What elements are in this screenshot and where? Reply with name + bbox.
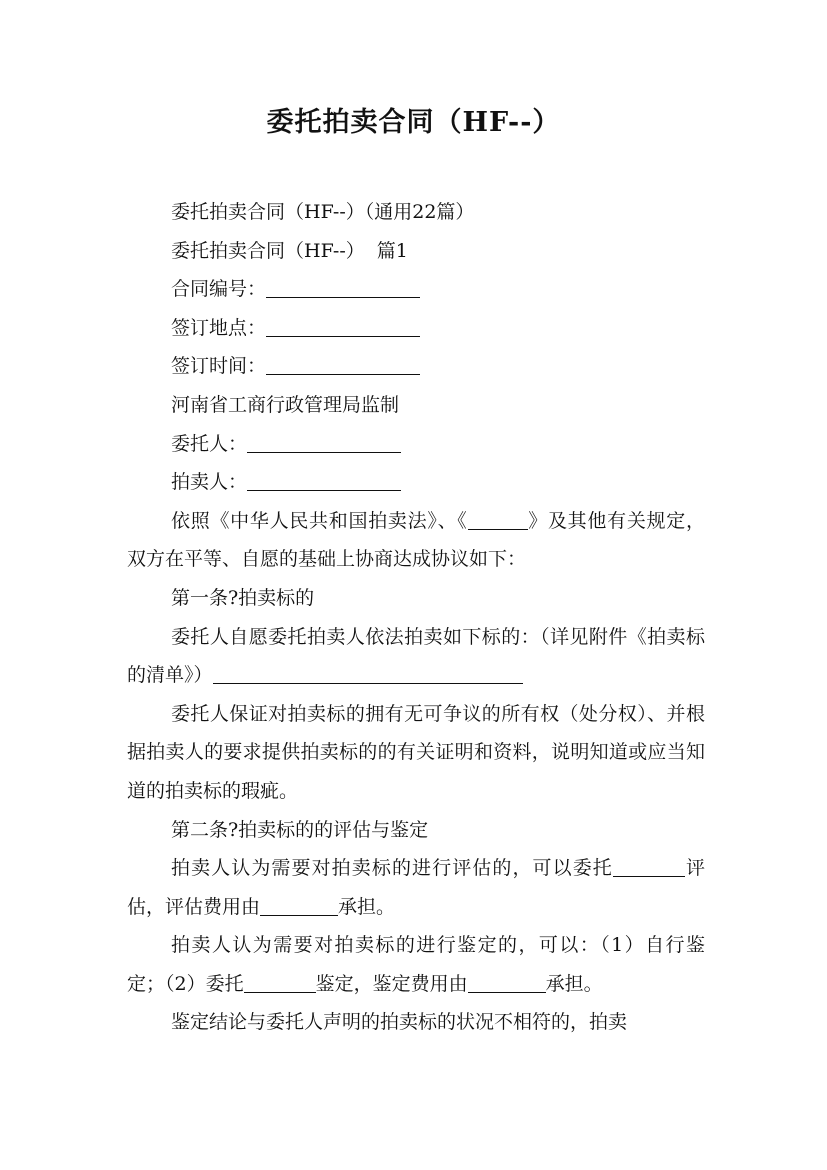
art2-p2-text-a: 拍卖人认为需要对拍卖标的进行鉴定的，可以：（1）自行鉴定；（2）委托 [127, 934, 705, 995]
identification-fee-payer-field[interactable] [468, 972, 546, 993]
principal-field[interactable] [247, 432, 401, 453]
article-1-paragraph-2: 委托人保证对拍卖标的拥有无可争议的所有权（处分权）、并根据拍卖人的要求提供拍卖标的的有关证明和资料，说明知道或应当知道的拍卖标的瑕疵。 [127, 702, 705, 802]
document-body [127, 193, 705, 1042]
art2-p2-text-c: 承担。 [545, 972, 603, 995]
auction-item-field[interactable] [213, 663, 523, 684]
basis-text-1: 依照《中华人民共和国拍卖法》、《 [171, 509, 468, 532]
sign-place-label: 签订地点： [171, 316, 267, 339]
sign-time-field[interactable] [266, 354, 420, 375]
art2-p1-text-b: 评估，评估费用由 [127, 857, 705, 918]
article-2-title: 第二条?拍卖标的的评估与鉴定 [171, 818, 429, 841]
contract-number-line [127, 270, 705, 309]
part-title: 委托拍卖合同（HF--） [171, 239, 365, 262]
principal-line [127, 425, 705, 464]
heading-line: 委托拍卖合同（HF--）（通用22篇） [171, 201, 475, 223]
identifier-field[interactable] [244, 972, 316, 993]
auctioneer-field[interactable] [247, 470, 401, 491]
contract-number-field[interactable] [266, 277, 420, 298]
article-1-text: 委托人自愿委托拍卖人依法拍卖如下标的：（详见附件《拍卖标的清单》） [127, 625, 705, 687]
appraisal-fee-payer-field[interactable] [260, 895, 338, 916]
art2-p1-text-a: 拍卖人认为需要对拍卖标的进行评估的，可以委托 [171, 857, 613, 880]
article-2-paragraph-3: 鉴定结论与委托人声明的拍卖标的状况不相符的，拍卖 [171, 1011, 628, 1034]
sign-time-line [127, 347, 705, 386]
sign-place-field[interactable] [266, 316, 420, 337]
part-number: 篇1 [376, 239, 408, 262]
basis-paragraph [127, 502, 705, 579]
appraiser-field[interactable] [613, 856, 685, 877]
part-line [127, 232, 705, 271]
principal-label: 委托人： [171, 432, 248, 455]
article-2-paragraph-2 [127, 926, 705, 1003]
contract-number-label: 合同编号： [171, 278, 267, 301]
article-1-title: 第一条?拍卖标的 [171, 586, 315, 609]
art2-p2-text-b: 鉴定，鉴定费用由 [315, 972, 468, 995]
auctioneer-line [127, 463, 705, 502]
auctioneer-label: 拍卖人： [171, 471, 248, 494]
supervisor-line: 河南省工商行政管理局监制 [171, 393, 400, 416]
sign-place-line [127, 309, 705, 348]
sign-time-label: 签订时间： [171, 355, 267, 378]
law-name-field[interactable] [468, 509, 528, 530]
article-2-paragraph-1 [127, 849, 705, 926]
art2-p1-text-c: 承担。 [338, 895, 396, 918]
basis-text-2: 》及其他有关规定，双方在平等、自愿的基础上协商达成协议如下： [127, 509, 705, 571]
document-title: 委托拍卖合同（HF--） [266, 107, 561, 138]
article-1-paragraph-1 [127, 618, 705, 695]
